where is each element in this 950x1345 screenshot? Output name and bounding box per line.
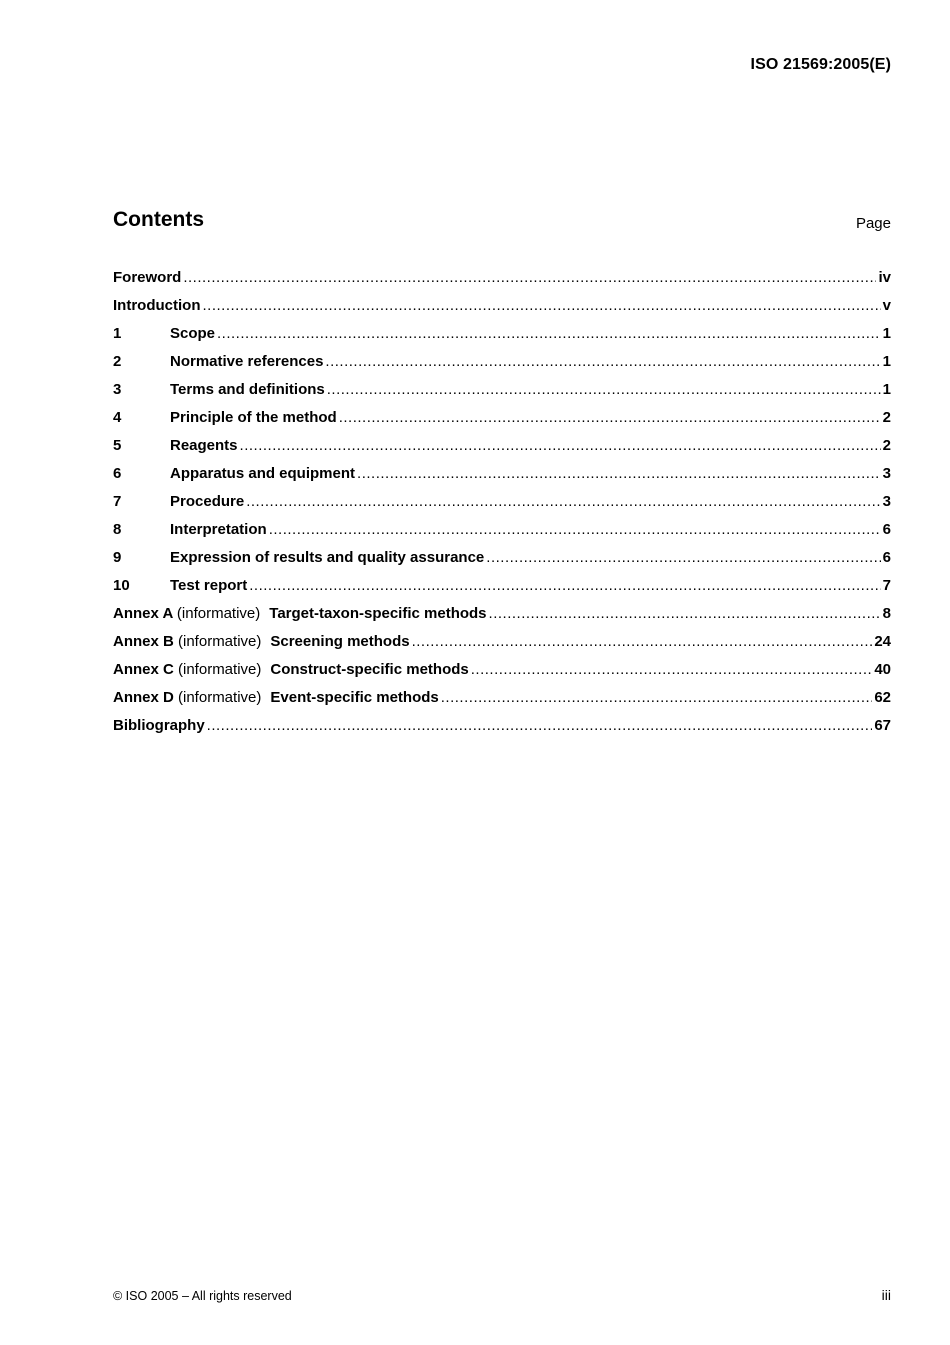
copyright-notice: © ISO 2005 – All rights reserved xyxy=(113,1289,292,1303)
annex-letter: Annex C xyxy=(113,661,174,678)
toc-entry-number: 2 xyxy=(113,353,122,370)
toc-entry-page: 3 xyxy=(882,465,891,482)
toc-entry[interactable] xyxy=(113,572,891,600)
toc-entry[interactable] xyxy=(113,628,891,656)
toc-entry-title: Reagents xyxy=(170,437,238,454)
toc-entry-title: Test report xyxy=(170,577,248,594)
dot-leader xyxy=(327,376,881,404)
toc-entry[interactable] xyxy=(113,348,891,376)
toc-entry-title: Interpretation xyxy=(170,521,267,538)
toc-entry-title: Normative references xyxy=(170,353,324,370)
toc-entry[interactable] xyxy=(113,712,891,740)
toc-entry-page: 1 xyxy=(882,325,891,342)
dot-leader xyxy=(441,684,873,712)
toc-entry-page: 2 xyxy=(882,437,891,454)
toc-annex-label xyxy=(113,628,261,656)
toc-entry-title: Target-taxon-specific methods xyxy=(269,605,487,622)
toc-entry-title: Screening methods xyxy=(270,633,410,650)
toc-entry-number: 9 xyxy=(113,549,122,566)
dot-leader xyxy=(412,628,873,656)
toc-entry-page: 2 xyxy=(882,409,891,426)
toc-entry[interactable] xyxy=(113,320,891,348)
toc-entry-title: Scope xyxy=(170,325,216,342)
toc-entry-page: 7 xyxy=(882,577,891,594)
toc-entry[interactable] xyxy=(113,376,891,404)
contents-heading: Contents xyxy=(113,208,204,231)
dot-leader xyxy=(217,320,881,348)
toc-entry[interactable] xyxy=(113,684,891,712)
toc-entry-page: 24 xyxy=(874,633,891,650)
toc-entry-number: 4 xyxy=(113,409,122,426)
toc-annex-label xyxy=(113,684,261,712)
toc-entry[interactable] xyxy=(113,264,891,292)
toc-entry-number: 6 xyxy=(113,465,122,482)
toc-entry-number: 8 xyxy=(113,521,122,538)
annex-letter: Annex B xyxy=(113,633,174,650)
toc-entry-page: v xyxy=(882,297,891,314)
toc-entry-title: Apparatus and equipment xyxy=(170,465,356,482)
annex-letter: Annex D xyxy=(113,689,174,706)
toc-entry[interactable] xyxy=(113,516,891,544)
toc-entry-title: Procedure xyxy=(170,493,245,510)
toc-entry[interactable] xyxy=(113,600,891,628)
toc-entry-title: Event-specific methods xyxy=(270,689,439,706)
dot-leader xyxy=(325,348,880,376)
annex-type: (informative) xyxy=(178,661,262,678)
dot-leader xyxy=(489,600,881,628)
toc-entry[interactable] xyxy=(113,460,891,488)
dot-leader xyxy=(249,572,880,600)
toc-entry-number: 3 xyxy=(113,381,122,398)
toc-entry[interactable] xyxy=(113,656,891,684)
dot-leader xyxy=(207,712,873,740)
document-id: ISO 21569:2005(E) xyxy=(750,56,891,73)
toc-entry-page: iv xyxy=(878,269,891,286)
toc-entry-title: Foreword xyxy=(113,269,182,286)
toc-entry-title: Principle of the method xyxy=(170,409,337,426)
toc-entry[interactable] xyxy=(113,544,891,572)
annex-type: (informative) xyxy=(178,689,262,706)
toc-entry[interactable] xyxy=(113,488,891,516)
dot-leader xyxy=(269,516,881,544)
page-number: iii xyxy=(881,1287,891,1303)
dot-leader xyxy=(471,656,873,684)
toc-entry-page: 8 xyxy=(882,605,891,622)
annex-letter: Annex A xyxy=(113,605,173,622)
toc-entry-title: Expression of results and quality assurance xyxy=(170,549,485,566)
page-column-label: Page xyxy=(855,215,891,232)
dot-leader xyxy=(357,460,881,488)
toc-entry-page: 40 xyxy=(874,661,891,678)
table-of-contents xyxy=(113,264,891,740)
toc-entry-title: Construct-specific methods xyxy=(270,661,469,678)
toc-entry-page: 1 xyxy=(882,381,891,398)
toc-entry-page: 67 xyxy=(874,717,891,734)
toc-entry-number: 1 xyxy=(113,325,122,342)
annex-type: (informative) xyxy=(178,633,262,650)
toc-entry-title: Bibliography xyxy=(113,717,205,734)
toc-entry-number: 10 xyxy=(113,577,130,594)
toc-entry-number: 5 xyxy=(113,437,122,454)
toc-entry-page: 6 xyxy=(882,549,891,566)
dot-leader xyxy=(246,488,880,516)
dot-leader xyxy=(183,264,876,292)
toc-entry[interactable] xyxy=(113,432,891,460)
dot-leader xyxy=(240,432,881,460)
toc-annex-label xyxy=(113,600,260,628)
toc-entry[interactable] xyxy=(113,292,891,320)
toc-entry-page: 1 xyxy=(882,353,891,370)
dot-leader xyxy=(202,292,880,320)
toc-entry-number: 7 xyxy=(113,493,122,510)
toc-annex-label xyxy=(113,656,261,684)
toc-entry-page: 3 xyxy=(882,493,891,510)
toc-entry[interactable] xyxy=(113,404,891,432)
toc-entry-page: 62 xyxy=(874,689,891,706)
annex-type: (informative) xyxy=(176,605,261,622)
dot-leader xyxy=(339,404,881,432)
toc-entry-title: Terms and definitions xyxy=(170,381,325,398)
dot-leader xyxy=(486,544,880,572)
toc-entry-page: 6 xyxy=(882,521,891,538)
toc-entry-title: Introduction xyxy=(113,297,201,314)
